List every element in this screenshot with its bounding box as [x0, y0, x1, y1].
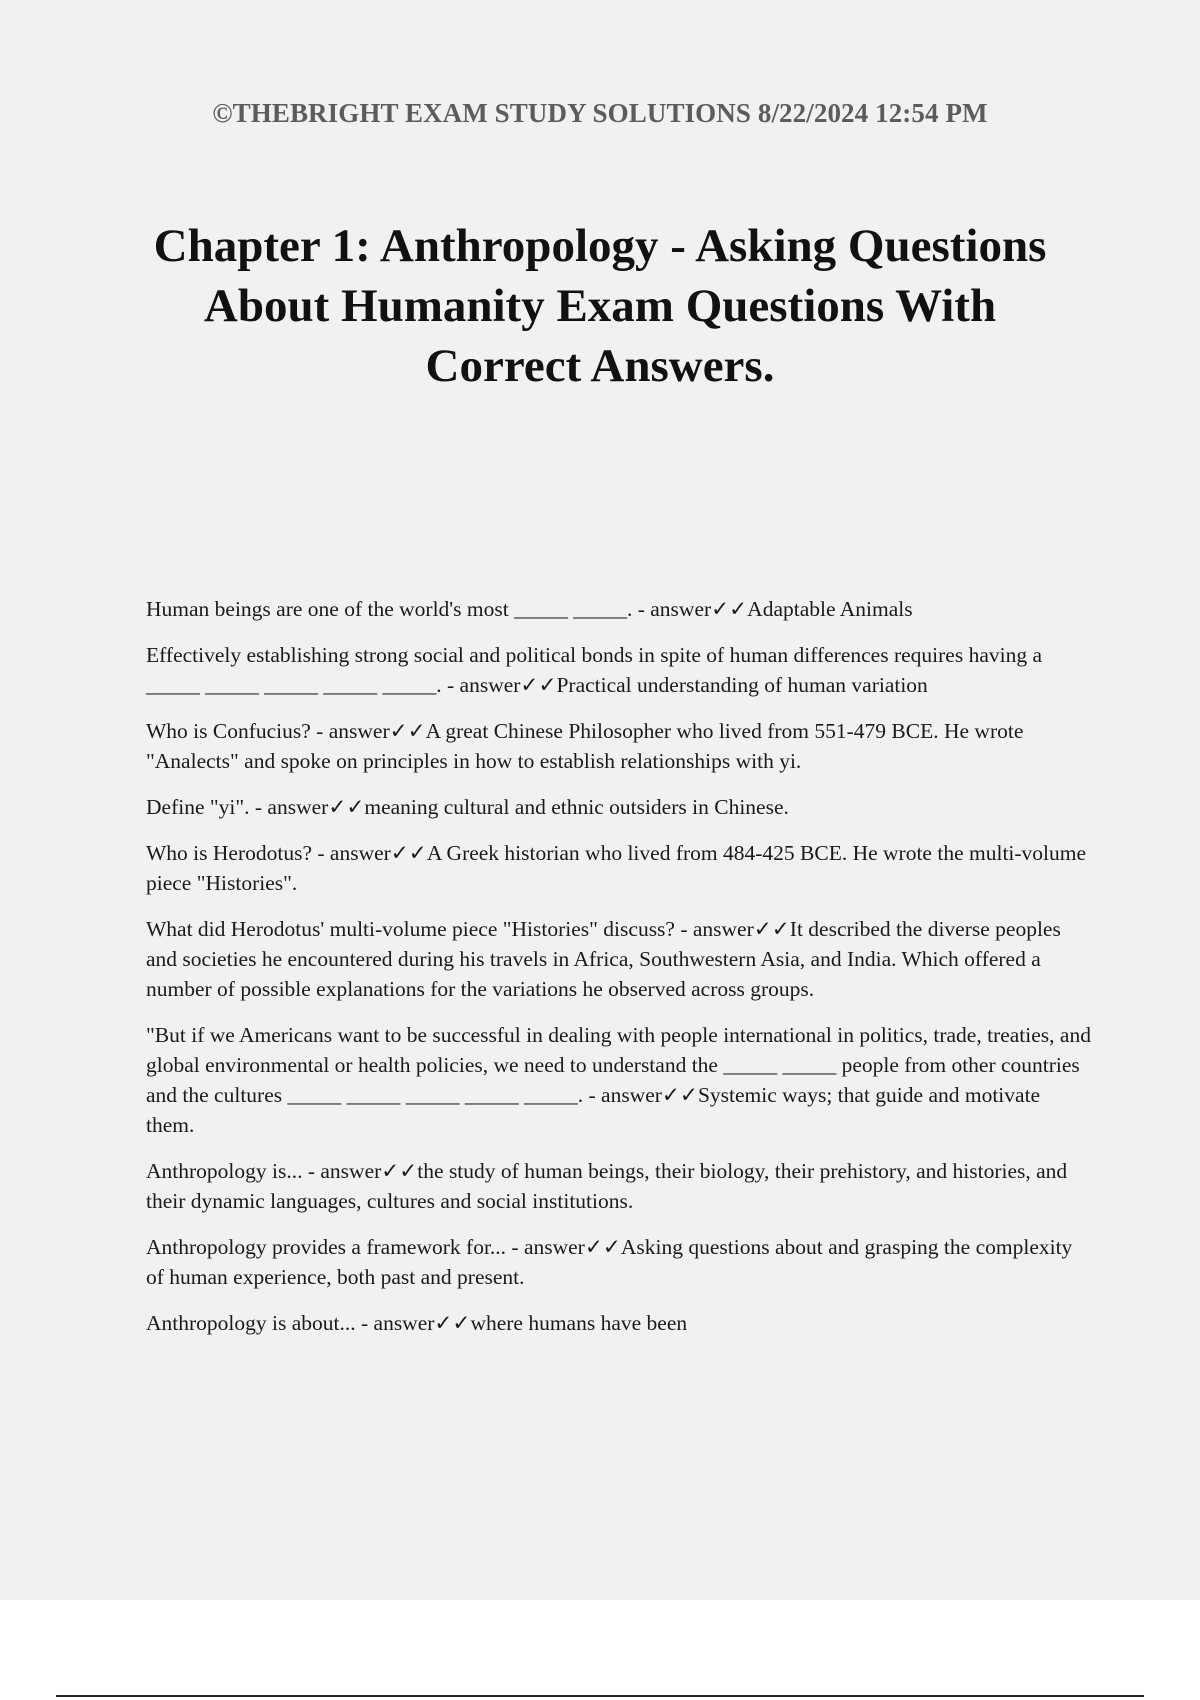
qa-item: Anthropology is... - answer✓✓the study of human beings, their biology, their prehistory, and histories, and their dynamic languages, cultures and social institutions.: [146, 1159, 1068, 1213]
qa-item: Who is Confucius? - answer✓✓A great Chinese Philosopher who lived from 551-479 BCE. He wrote "Analects" and spoke on principles in how to establish relationships with yi.: [146, 719, 1024, 773]
qa-item: What did Herodotus' multi-volume piece "Histories" discuss? - answer✓✓It described the diverse peoples and societies he encountered during his travels in Africa, Southwestern Asia, and India. Which offered a number of possible explanations for the variations he observed across groups.: [146, 917, 1061, 1001]
document-title: Chapter 1: Anthropology - Asking Questions About Humanity Exam Questions With Correct Answers.: [153, 220, 1047, 392]
qa-item: "But if we Americans want to be successful in dealing with people international in politics, trade, treaties, and global environmental or health policies, we need to understand the _____ _____ people from other countries and the cultures _____ _____ _____ _____ _____. - answer✓✓Systemic ways; that guide and motivate them.: [146, 1023, 1091, 1137]
qa-item: Define "yi". - answer✓✓meaning cultural and ethnic outsiders in Chinese.: [146, 795, 789, 819]
page-header: ©THEBRIGHT EXAM STUDY SOLUTIONS 8/22/2024 12:54 PM: [212, 98, 988, 128]
qa-item: Human beings are one of the world's most _____ _____. - answer✓✓Adaptable Animals: [146, 597, 913, 621]
qa-item: Who is Herodotus? - answer✓✓A Greek historian who lived from 484-425 BCE. He wrote the multi-volume piece "Histories".: [146, 841, 1087, 895]
footer-divider: [56, 1695, 1144, 1697]
qa-list: [146, 594, 1092, 1354]
qa-item: Anthropology provides a framework for... - answer✓✓Asking questions about and grasping the complexity of human experience, both past and present.: [146, 1235, 1073, 1289]
qa-item: Effectively establishing strong social and political bonds in spite of human differences requires having a _____ _____ _____ _____ _____. - answer✓✓Practical understanding of human variation: [146, 643, 1042, 697]
qa-item: Anthropology is about... - answer✓✓where humans have been: [146, 1311, 688, 1335]
